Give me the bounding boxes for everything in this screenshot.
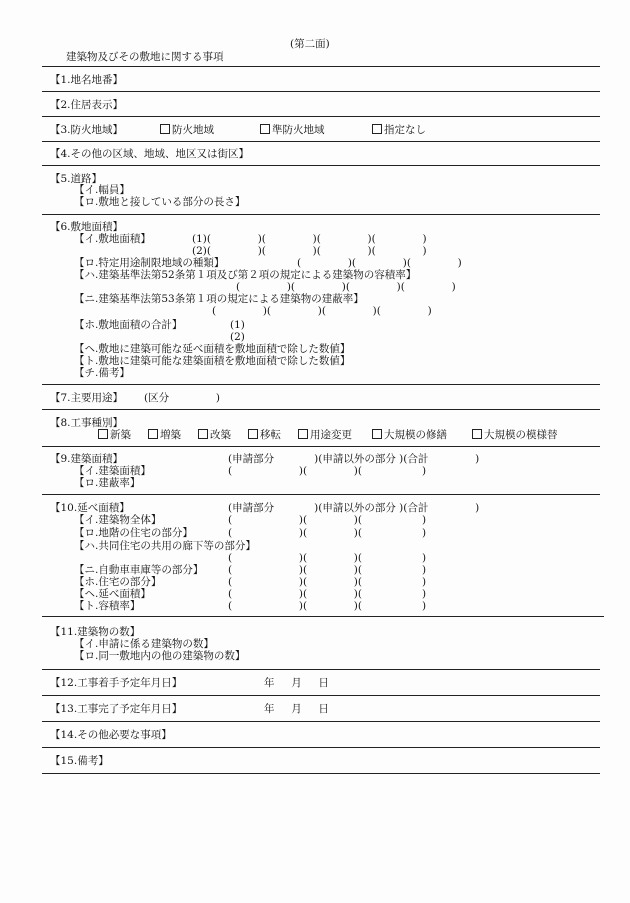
major-repair-option[interactable]: 大規模の修繕 xyxy=(372,429,447,441)
divider xyxy=(42,384,600,385)
site-area-total-label: 【ホ.敷地面積の合計】 xyxy=(74,319,183,331)
checkbox-icon[interactable] xyxy=(248,429,258,439)
section-12-label: 【12.工事着手予定年月日】 xyxy=(50,677,183,689)
checkbox-icon[interactable] xyxy=(198,429,208,439)
checkbox-icon[interactable] xyxy=(372,429,382,439)
section-1-label: 【1.地名地番】 xyxy=(50,74,124,86)
applied-buildings-label: 【イ.申請に係る建築物の数】 xyxy=(74,638,214,650)
buildable-floor-ratio-label: 【ヘ.敷地に建築可能な延べ面積を敷地面積で除した数値】 xyxy=(74,343,351,355)
section-10-label: 【10.延べ面積】 xyxy=(50,502,130,514)
section-6-label: 【6.敷地面積】 xyxy=(50,221,124,233)
divider xyxy=(42,409,600,410)
extension-option[interactable]: 増築 xyxy=(148,429,181,441)
checkbox-icon[interactable] xyxy=(298,429,308,439)
divider xyxy=(42,721,600,722)
checkbox-icon[interactable] xyxy=(148,429,158,439)
divider xyxy=(42,116,600,117)
section-2-label: 【2.住居表示】 xyxy=(50,99,124,111)
divider xyxy=(42,214,600,215)
completion-date-field[interactable]: 年 月 日 xyxy=(264,703,329,715)
whole-building-row[interactable]: ( )( )( ) xyxy=(228,514,427,526)
coverage-label: 【ロ.建蔽率】 xyxy=(74,477,141,489)
coverage-ratio-label: 【ニ.建築基準法第53条第１項の規定による建築物の建蔽率】 xyxy=(74,293,364,305)
divider xyxy=(42,616,604,617)
buildable-coverage-ratio-label: 【ト.敷地に建築可能な建築面積を敷地面積で除した数値】 xyxy=(74,355,351,367)
divider xyxy=(42,91,600,92)
divider xyxy=(42,695,600,696)
basement-housing-label: 【ロ.地階の住宅の部分】 xyxy=(74,527,193,539)
main-use-class[interactable]: (区分 ) xyxy=(144,392,220,404)
housing-part-label: 【ホ.住宅の部分】 xyxy=(74,576,162,588)
site-area-total-1[interactable]: (1) xyxy=(230,319,245,331)
whole-building-label: 【イ.建築物全体】 xyxy=(74,514,162,526)
site-area-label: 【イ.敷地面積】 xyxy=(74,233,151,245)
floor-ratio-row[interactable]: ( )( )( ) xyxy=(228,600,427,612)
building-area-label: 【イ.建築面積】 xyxy=(74,465,151,477)
site-remarks-label: 【チ.備考】 xyxy=(74,367,130,379)
divider xyxy=(42,446,600,447)
divider xyxy=(42,669,600,670)
major-remodel-option[interactable]: 大規模の模様替 xyxy=(472,429,558,441)
divider xyxy=(42,494,600,495)
shared-corridor-row[interactable]: ( )( )( ) xyxy=(228,552,427,564)
basement-housing-row[interactable]: ( )( )( ) xyxy=(228,527,427,539)
page-label: (第二面) xyxy=(290,38,330,50)
section-4-label: 【4.その他の区域、地域、地区又は街区】 xyxy=(50,148,250,160)
total-floor-area-row[interactable]: ( )( )( ) xyxy=(228,588,427,600)
building-area-header: (申請部分 )(申請以外の部分 )(合計 ) xyxy=(228,453,480,465)
site-area-total-2[interactable]: (2) xyxy=(230,331,245,343)
checkbox-icon[interactable] xyxy=(160,124,170,134)
new-build-option[interactable]: 新築 xyxy=(98,429,131,441)
divider xyxy=(42,773,600,774)
use-change-option[interactable]: 用途変更 xyxy=(298,429,352,441)
checkbox-icon[interactable] xyxy=(260,124,270,134)
section-5-label: 【5.道路】 xyxy=(50,173,103,185)
section-15-label: 【15.備考】 xyxy=(50,755,109,767)
garage-label: 【ニ.自動車車庫等の部分】 xyxy=(74,564,204,576)
total-floor-header: (申請部分 )(申請以外の部分 )(合計 ) xyxy=(228,502,480,514)
floor-ratio-label: 【ト.容積率】 xyxy=(74,600,141,612)
shared-corridor-label: 【ハ.共同住宅の共用の廊下等の部分】 xyxy=(74,540,256,552)
other-buildings-label: 【ロ.同一敷地内の他の建築物の数】 xyxy=(74,650,246,662)
fire-zone-option[interactable]: 防火地域 xyxy=(160,124,214,136)
housing-part-row[interactable]: ( )( )( ) xyxy=(228,576,427,588)
building-area-row[interactable]: ( )( )( ) xyxy=(228,465,427,477)
start-date-field[interactable]: 年 月 日 xyxy=(264,677,329,689)
floor-area-ratio-label: 【ハ.建築基準法第52条第１項及び第２項の規定による建築物の容積率】 xyxy=(74,269,417,281)
checkbox-icon[interactable] xyxy=(98,429,108,439)
road-width-label: 【イ.幅員】 xyxy=(74,184,130,196)
rebuild-option[interactable]: 改築 xyxy=(198,429,231,441)
checkbox-icon[interactable] xyxy=(372,124,382,134)
floor-area-ratio-row[interactable]: ( )( )( )( ) xyxy=(236,281,456,293)
section-7-label: 【7.主要用途】 xyxy=(50,392,124,404)
divider xyxy=(42,165,600,166)
section-3-label: 【3.防火地域】 xyxy=(50,124,124,136)
section-13-label: 【13.工事完了予定年月日】 xyxy=(50,703,183,715)
divider xyxy=(42,141,600,142)
section-9-label: 【9.建築面積】 xyxy=(50,453,124,465)
site-area-row-1[interactable]: (1)( )( )( )( ) xyxy=(192,233,427,245)
checkbox-icon[interactable] xyxy=(472,429,482,439)
garage-row[interactable]: ( )( )( ) xyxy=(228,564,427,576)
divider xyxy=(42,747,600,748)
special-use-zone-label: 【ロ.特定用途制限地域の種類】 xyxy=(74,257,225,269)
no-designation-option[interactable]: 指定なし xyxy=(372,124,426,136)
section-11-label: 【11.建築物の数】 xyxy=(50,626,141,638)
section-14-label: 【14.その他必要な事項】 xyxy=(50,729,172,741)
section-8-label: 【8.工事種別】 xyxy=(50,417,124,429)
total-floor-area-label: 【ヘ.延べ面積】 xyxy=(74,588,151,600)
quasi-fire-zone-option[interactable]: 準防火地域 xyxy=(260,124,325,136)
coverage-ratio-row[interactable]: ( )( )( )( ) xyxy=(212,305,432,317)
divider xyxy=(42,66,600,67)
relocation-option[interactable]: 移転 xyxy=(248,429,281,441)
form-title: 建築物及びその敷地に関する事項 xyxy=(66,51,224,63)
road-contact-length-label: 【ロ.敷地と接している部分の長さ】 xyxy=(74,196,246,208)
site-area-row-2[interactable]: (2)( )( )( )( ) xyxy=(192,245,427,257)
special-use-zone-row[interactable]: ( )( )( ) xyxy=(297,257,462,269)
